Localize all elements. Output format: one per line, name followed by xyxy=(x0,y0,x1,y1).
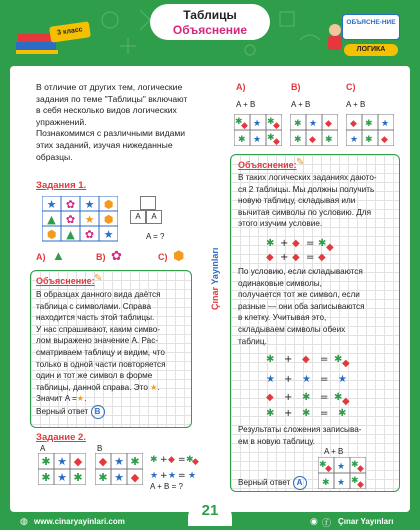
website-link[interactable]: www.cinaryayinlari.com xyxy=(34,517,125,526)
svg-text:=: = xyxy=(320,408,329,419)
task1-question: A = ? xyxy=(146,232,165,241)
svg-text:+: + xyxy=(284,374,293,385)
text-line: получается тот же символ, если xyxy=(238,290,360,300)
text-line: разные — они оба записываются xyxy=(238,301,365,311)
text-line: только в одной части повторяется xyxy=(36,359,166,369)
svg-text:✱: ✱ xyxy=(322,478,330,488)
svg-text:★: ★ xyxy=(57,471,67,484)
option-c-label: C) xyxy=(158,252,168,262)
brand-blue: Yayınları xyxy=(210,247,220,285)
svg-text:✱: ✱ xyxy=(365,119,373,129)
svg-text:✱: ✱ xyxy=(334,354,343,365)
svg-text:✱: ✱ xyxy=(267,117,275,127)
svg-text:◆: ◆ xyxy=(302,354,310,365)
svg-text:◆: ◆ xyxy=(342,396,350,407)
text-line: Результаты сложения записыва- xyxy=(238,425,362,434)
triangle-icon[interactable]: ▲ xyxy=(52,248,65,263)
text-line: таблицы, данной справа. Это ★. xyxy=(36,382,160,392)
text-line: в клетку. Учитывая это, xyxy=(238,313,327,323)
svg-text:★: ★ xyxy=(381,119,390,129)
svg-text:★: ★ xyxy=(46,198,57,211)
svg-text:★: ★ xyxy=(337,462,346,472)
explanation-title: Объяснение: xyxy=(36,276,95,286)
svg-text:✱: ✱ xyxy=(365,135,373,145)
task2-title: Задание 2. xyxy=(36,432,86,443)
svg-text:◆: ◆ xyxy=(318,252,326,262)
svg-text:★: ★ xyxy=(57,455,67,468)
svg-text:✱: ✱ xyxy=(186,455,194,465)
svg-text:◆: ◆ xyxy=(130,471,140,484)
svg-text:◆: ◆ xyxy=(98,455,108,468)
task2-table-a xyxy=(38,453,86,485)
svg-text:◆: ◆ xyxy=(266,392,274,403)
text-line: У нас спрашивают, каким симво- xyxy=(36,324,161,334)
brand-red: Çınar xyxy=(210,286,220,310)
option-caption: A + B xyxy=(346,100,366,109)
svg-text:◆: ◆ xyxy=(326,242,334,253)
svg-text:★: ★ xyxy=(84,198,95,211)
explanation-title: Объяснение: xyxy=(238,160,297,170)
text-line: таблица с символами. Справа xyxy=(36,301,152,311)
vertical-brand xyxy=(210,170,220,310)
text-line: находится часть этой таблицы. xyxy=(36,313,155,323)
svg-text:✱: ✱ xyxy=(294,119,302,129)
svg-text:◆: ◆ xyxy=(350,119,357,129)
svg-text:◆: ◆ xyxy=(292,252,300,262)
text-line: лом выражено значение A. Рас- xyxy=(36,336,159,346)
task1-title: Задания 1. xyxy=(36,180,87,191)
svg-text:★: ★ xyxy=(150,471,159,481)
svg-text:★: ★ xyxy=(266,374,275,385)
text-line: этих заданий, изучая нижеданные xyxy=(36,139,173,150)
text-line: Познакомимся с различными видами xyxy=(36,128,186,139)
facebook-icon: ⓕ xyxy=(322,518,332,528)
text-line: ем в новую таблицу. xyxy=(238,436,315,446)
text-line: таблиц. xyxy=(238,336,267,346)
svg-text:=: = xyxy=(320,374,329,385)
text-line: складываем символы обеих xyxy=(238,324,346,334)
fragment-cell-a: A xyxy=(130,210,146,224)
svg-text:✱: ✱ xyxy=(266,354,275,365)
svg-text:=: = xyxy=(320,392,329,403)
svg-text:✱: ✱ xyxy=(334,392,343,403)
svg-text:▲: ▲ xyxy=(66,228,75,241)
text-line: ся 2 таблицы. Мы должны получить xyxy=(238,184,375,194)
svg-text:⬢: ⬢ xyxy=(103,213,114,226)
task2-question: A + B = ? xyxy=(150,482,183,491)
svg-text:★: ★ xyxy=(114,471,124,484)
svg-text:★: ★ xyxy=(338,374,347,385)
svg-text:=: = xyxy=(178,471,186,481)
text-line: один и тот же символ в форме xyxy=(36,371,153,381)
svg-text:◆: ◆ xyxy=(357,464,364,474)
svg-text:+: + xyxy=(160,455,168,465)
intro-paragraph xyxy=(36,82,216,163)
task2-rule xyxy=(150,452,200,482)
page-title: Таблицы xyxy=(183,8,237,22)
task1-grid xyxy=(42,196,118,242)
text-span: Верный ответ xyxy=(238,478,291,488)
svg-text:◆: ◆ xyxy=(241,121,248,131)
svg-text:✱: ✱ xyxy=(41,455,51,468)
text-span: таблицы, данной справа. Это xyxy=(36,382,148,392)
answer-table-b[interactable] xyxy=(290,114,338,146)
text-line: В отличие от других тем, логические xyxy=(36,82,183,92)
star-icon: ★ xyxy=(150,382,158,392)
svg-text:✱: ✱ xyxy=(238,135,246,145)
fragment-cell-a: A xyxy=(146,210,162,224)
svg-text:✿: ✿ xyxy=(65,213,76,226)
text-span: Значит A = xyxy=(36,394,77,404)
svg-text:✱: ✱ xyxy=(319,460,327,470)
svg-text:◆: ◆ xyxy=(266,252,274,262)
page-subtitle: Объяснение xyxy=(172,23,248,37)
student-icon xyxy=(324,22,346,52)
svg-text:◆: ◆ xyxy=(325,464,332,474)
svg-text:⬢: ⬢ xyxy=(103,198,114,211)
explanation-text-left xyxy=(36,289,192,419)
svg-text:◆: ◆ xyxy=(73,455,83,468)
svg-text:◆: ◆ xyxy=(357,480,364,489)
svg-text:★: ★ xyxy=(309,119,318,129)
svg-text:◆: ◆ xyxy=(192,457,199,467)
option-caption: A + B xyxy=(236,100,256,109)
answer-circle: A xyxy=(293,476,307,490)
title-banner xyxy=(150,4,270,40)
svg-text:✱: ✱ xyxy=(150,455,158,465)
svg-text:★: ★ xyxy=(103,228,114,241)
svg-text:◆: ◆ xyxy=(168,455,175,465)
right-option-c: C) xyxy=(346,82,356,92)
task2-table-b xyxy=(95,453,143,485)
flower-icon[interactable]: ✿ xyxy=(111,248,122,263)
svg-text:★: ★ xyxy=(350,135,359,145)
star-icon: ★ xyxy=(76,394,85,404)
svg-text:✱: ✱ xyxy=(41,471,51,484)
svg-text:✱: ✱ xyxy=(325,135,333,145)
result-caption: A + B xyxy=(324,447,344,456)
badge-bubble: ОБЪЯСНЕ-НИЕ xyxy=(342,14,400,40)
svg-text:◆: ◆ xyxy=(342,358,350,369)
fragment-cell-empty xyxy=(140,196,156,210)
class-badge: 3 класс xyxy=(49,21,91,42)
svg-text:+: + xyxy=(280,252,289,262)
hexagon-icon[interactable]: ⬢ xyxy=(173,248,185,263)
svg-text:+: + xyxy=(284,354,293,365)
text-line: образцы. xyxy=(36,151,73,162)
svg-text:=: = xyxy=(320,354,329,365)
svg-text:★: ★ xyxy=(114,455,124,468)
svg-text:★: ★ xyxy=(253,135,262,145)
text-line: новую таблицу, складывая или xyxy=(238,196,356,206)
table-a-label: A xyxy=(40,444,46,453)
svg-text:✱: ✱ xyxy=(266,408,275,419)
svg-text:★: ★ xyxy=(168,471,177,481)
svg-text:★: ★ xyxy=(188,471,197,481)
svg-text:✿: ✿ xyxy=(84,228,95,241)
option-caption: A + B xyxy=(291,100,311,109)
svg-text:★: ★ xyxy=(253,119,262,129)
answer-circle: B xyxy=(91,405,105,419)
svg-text:✱: ✱ xyxy=(318,238,327,249)
svg-text:◆: ◆ xyxy=(325,119,332,129)
explanation-text-right xyxy=(238,172,398,230)
svg-text:▲: ▲ xyxy=(47,213,56,226)
option-b-label: B) xyxy=(96,252,106,262)
svg-text:+: + xyxy=(280,238,289,249)
svg-text:=: = xyxy=(178,455,186,465)
right-option-a: A) xyxy=(236,82,246,92)
svg-text:✱: ✱ xyxy=(98,471,108,484)
svg-text:=: = xyxy=(306,252,315,262)
svg-text:★: ★ xyxy=(337,478,346,488)
svg-text:+: + xyxy=(160,471,168,481)
svg-text:◆: ◆ xyxy=(273,137,280,146)
svg-text:✱: ✱ xyxy=(338,408,347,419)
text-span: Верный ответ xyxy=(36,407,89,417)
social-icon: ◉ xyxy=(310,516,318,526)
svg-text:★: ★ xyxy=(84,213,95,226)
svg-text:✱: ✱ xyxy=(266,238,275,249)
rule-paragraph xyxy=(238,266,398,347)
svg-text:◆: ◆ xyxy=(309,135,316,145)
svg-text:✱: ✱ xyxy=(351,460,359,470)
text-line: этого изучим условие. xyxy=(238,219,323,229)
svg-text:✱: ✱ xyxy=(294,135,302,145)
svg-text:◆: ◆ xyxy=(292,238,300,249)
pencil-icon: ✎ xyxy=(94,273,103,284)
text-line: сматриваем таблицу и видим, что xyxy=(36,347,165,357)
text-line: Значит A =★. xyxy=(36,394,87,404)
svg-text:✱: ✱ xyxy=(302,392,311,403)
text-line: одинаковые символы, xyxy=(238,278,322,288)
text-line: В таких логических заданиях даюто- xyxy=(238,173,377,182)
globe-icon: ◍ xyxy=(20,516,28,526)
svg-text:✱: ✱ xyxy=(73,471,83,484)
answer-table-c[interactable] xyxy=(346,114,394,146)
answer-line-right xyxy=(238,476,307,490)
text-line: По условию, если складываются xyxy=(238,267,363,276)
svg-text:✱: ✱ xyxy=(351,476,359,486)
svg-text:=: = xyxy=(306,238,315,249)
addition-steps xyxy=(264,352,364,420)
svg-text:✱: ✱ xyxy=(130,455,140,468)
brand-name: Çınar Yayınları xyxy=(338,517,394,526)
pencil-icon: ✎ xyxy=(296,157,305,168)
right-option-b: B) xyxy=(291,82,301,92)
svg-text:◆: ◆ xyxy=(273,121,280,131)
svg-text:⬢: ⬢ xyxy=(46,228,57,241)
result-paragraph xyxy=(238,424,398,447)
badge-subject: ЛОГИКА xyxy=(344,44,398,56)
rule-example xyxy=(264,236,344,262)
table-b-label: B xyxy=(97,444,103,453)
svg-text:+: + xyxy=(284,392,293,403)
svg-text:✱: ✱ xyxy=(235,117,243,127)
result-table xyxy=(318,457,366,489)
explanation-badge xyxy=(320,14,406,60)
text-line: вычитая символы по условию. Для xyxy=(238,207,372,217)
answer-line xyxy=(36,405,192,419)
page-number: 21 xyxy=(188,496,232,526)
svg-text:✱: ✱ xyxy=(267,133,275,143)
text-line: в себя несколько видов логических xyxy=(36,105,177,116)
svg-text:◆: ◆ xyxy=(381,135,388,145)
svg-text:+: + xyxy=(284,408,293,419)
answer-table-a[interactable] xyxy=(234,114,282,146)
text-line: упражнений. xyxy=(36,116,87,127)
text-line: задания по теме "Таблицы" включают xyxy=(36,93,188,104)
svg-text:✿: ✿ xyxy=(65,198,76,211)
svg-text:★: ★ xyxy=(302,374,311,385)
option-a-label: A) xyxy=(36,252,46,262)
text-line: В образцах данного вида даётся xyxy=(36,290,161,299)
svg-text:✱: ✱ xyxy=(302,408,311,419)
